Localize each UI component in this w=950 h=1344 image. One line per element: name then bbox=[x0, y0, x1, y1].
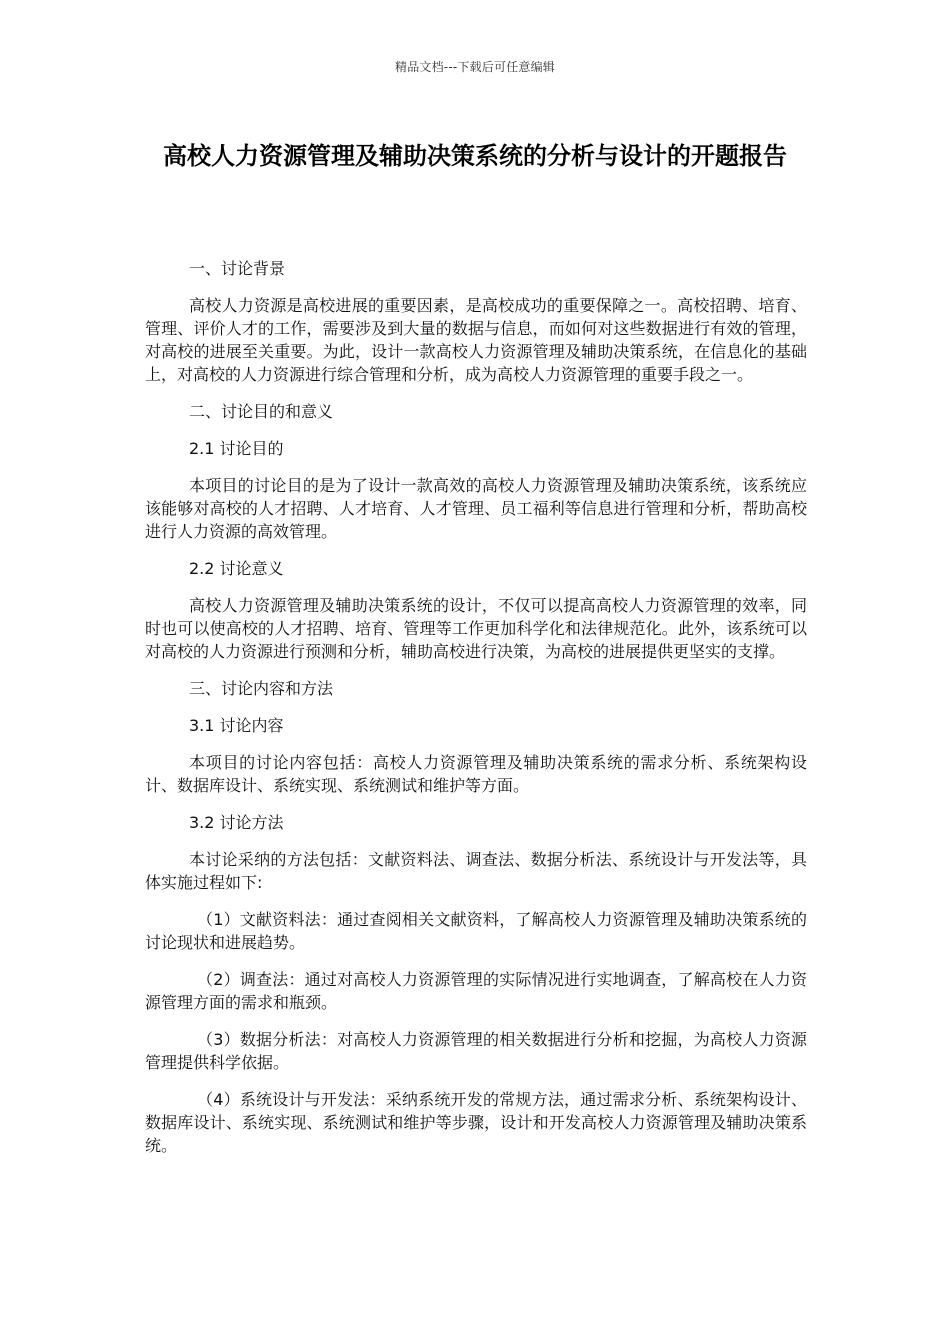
header-note: 精品文档---下载后可任意编辑 bbox=[395, 60, 555, 74]
paragraph-significance: 高校人力资源管理及辅助决策系统的设计，不仅可以提高高校人力资源管理的效率，同时也可以使高校的人才招聘、培育、管理等工作更加科学化和法律规范化。此外，该系统可以对高校的人力资源进行预测和分析，辅助高校进行决策，为高校的进展提供更坚实的支撑。 bbox=[145, 596, 807, 661]
section-heading-purpose-significance: 二、讨论目的和意义 bbox=[189, 402, 334, 421]
subsection-heading-purpose: 2.1 讨论目的 bbox=[189, 439, 284, 458]
document-title: 高校人力资源管理及辅助决策系统的分析与设计的开题报告 bbox=[163, 142, 787, 170]
section-heading-content-methods: 三、讨论内容和方法 bbox=[189, 679, 334, 698]
method-item-literature: （1）文献资料法：通过查阅相关文献资料，了解高校人力资源管理及辅助决策系统的讨论现状和进展趋势。 bbox=[145, 910, 807, 952]
document-body bbox=[145, 257, 807, 1171]
paragraph-content: 本项目的讨论内容包括：高校人力资源管理及辅助决策系统的需求分析、系统架构设计、数据库设计、系统实现、系统测试和维护等方面。 bbox=[145, 753, 807, 795]
method-item-data-analysis: （3）数据分析法：对高校人力资源管理的相关数据进行分析和挖掘，为高校人力资源管理提供科学依据。 bbox=[145, 1030, 807, 1072]
subsection-heading-methods: 3.2 讨论方法 bbox=[189, 813, 284, 832]
paragraph-purpose: 本项目的讨论目的是为了设计一款高效的高校人力资源管理及辅助决策系统，该系统应该能够对高校的人才招聘、人才培育、人才管理、员工福利等信息进行管理和分析，帮助高校进行人力资源的高效管理。 bbox=[145, 476, 807, 541]
paragraph-background: 高校人力资源是高校进展的重要因素，是高校成功的重要保障之一。高校招聘、培育、管理、评价人才的工作，需要涉及到大量的数据与信息，而如何对这些数据进行有效的管理，对高校的进展至关重要。为此，设计一款高校人力资源管理及辅助决策系统，在信息化的基础上，对高校的人力资源进行综合管理和分析，成为高校人力资源管理的重要手段之一。 bbox=[145, 296, 807, 384]
paragraph-methods: 本讨论采纳的方法包括：文献资料法、调查法、数据分析法、系统设计与开发法等，具体实施过程如下: bbox=[145, 850, 807, 892]
method-item-survey: （2）调查法：通过对高校人力资源管理的实际情况进行实地调查，了解高校在人力资源管理方面的需求和瓶颈。 bbox=[145, 970, 807, 1012]
method-item-system-design: （4）系统设计与开发法：采纳系统开发的常规方法，通过需求分析、系统架构设计、数据库设计、系统实现、系统测试和维护等步骤，设计和开发高校人力资源管理及辅助决策系统。 bbox=[145, 1090, 807, 1155]
subsection-heading-content: 3.1 讨论内容 bbox=[189, 716, 284, 735]
subsection-heading-significance: 2.2 讨论意义 bbox=[189, 559, 284, 578]
section-heading-background: 一、讨论背景 bbox=[189, 259, 286, 278]
